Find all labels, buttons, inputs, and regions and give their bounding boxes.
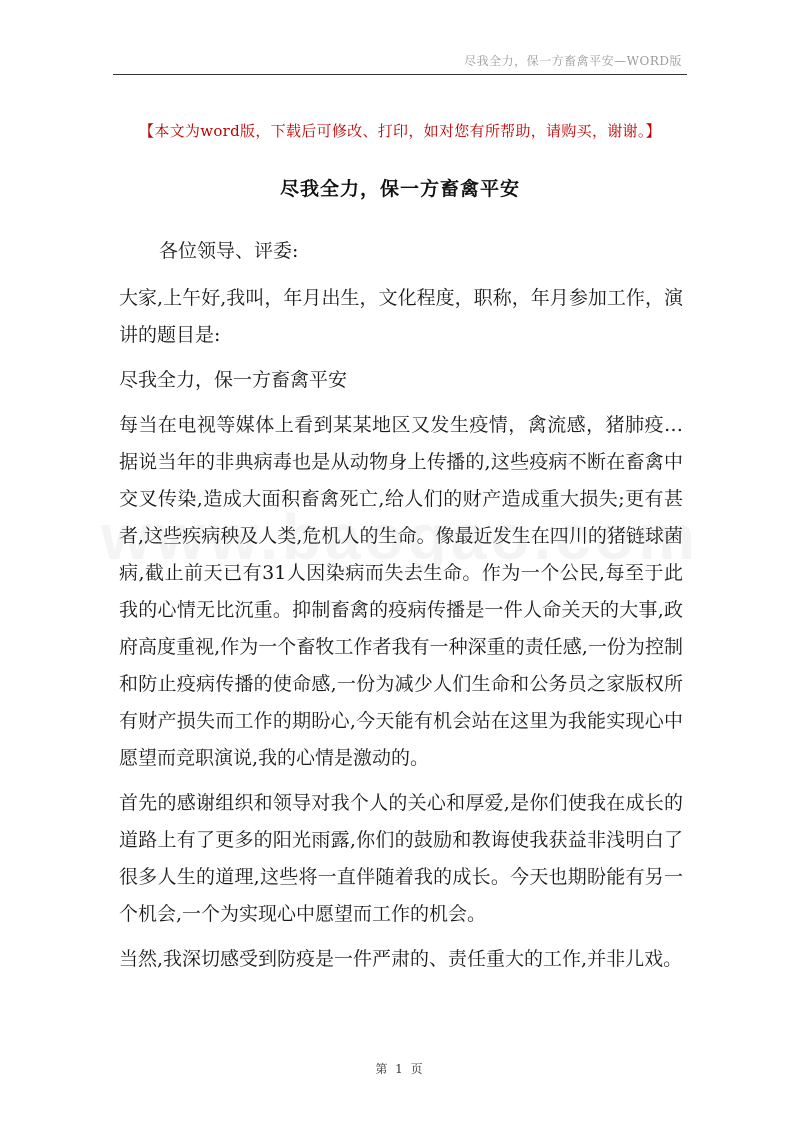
page-number: 第 1 页 (375, 1062, 425, 1076)
download-notice: 【本文为word版，下载后可修改、打印，如对您有所帮助，请购买，谢谢。】 (139, 122, 661, 140)
paragraph-topic: 尽我全力，保一方畜禽平安 (119, 369, 348, 391)
document-title: 尽我全力，保一方畜禽平安 (279, 178, 520, 200)
paragraph-intro: 大家,上午好,我叫，年月出生，文化程度，职称，年月参加工作，演讲的题目是: (119, 287, 683, 346)
paragraph-responsibility: 当然,我深切感受到防疫是一件严肃的、责任重大的工作,并非儿戏。 (119, 948, 683, 970)
running-header: 尽我全力，保一方畜禽平安—WORD版 (464, 54, 682, 68)
document-body (119, 233, 683, 986)
salutation: 各位领导、评委: (159, 240, 299, 262)
paragraph-thanks: 首先的感谢组织和领导对我个人的关心和厚爱,是你们使我在成长的道路上有了更多的阳光雨露,你们的鼓励和教诲使我获益非浅明白了很多人生的道理,这些将一直伴随着我的成长。今天也期盼能有另一个机会,一个为实现心中愿望而工作的机会。 (119, 792, 683, 925)
header-divider (113, 74, 687, 75)
paragraph-epidemic: 每当在电视等媒体上看到某某地区又发生疫情，禽流感，猪肺疫…据说当年的非典病毒也是从动物身上传播的,这些疫病不断在畜禽中交叉传染,造成大面积畜禽死亡,给人们的财产造成重大损失;更有甚者,这些疾病秧及人类,危机人的生命。像最近发生在四川的猪链球菌病,截止前天已有31人因染病而失去生命。作为一个公民,每至于此我的心情无比沉重。抑制畜禽的疫病传播是一件人命关天的大事,政府高度重视,作为一个畜牧工作者我有一种深重的责任感,一份为控制和防止疫病传播的使命感,一份为减少人们生命和公务员之家版权所有财产损失而工作的期盼心,今天能有机会站在这里为我能实现心中愿望而竞职演说,我的心情是激动的。 (119, 414, 683, 769)
